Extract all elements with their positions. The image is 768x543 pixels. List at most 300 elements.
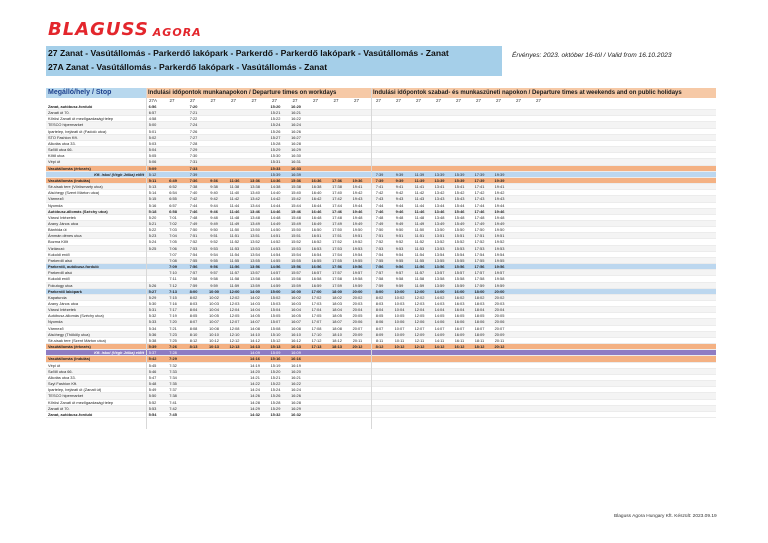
stop-name: Alsóhegy (Szent Márton utca) [48,190,100,196]
weekday-departure: 15:44 [291,202,301,208]
weekday-departure: 15:24 [270,122,281,128]
weekday-departure: 14:51 [270,233,281,239]
weekday-departure: 7:41 [169,399,177,405]
weekday-departure: 12:08 [229,325,240,331]
weekend-departure: 13:58 [434,276,445,282]
weekday-departure: 12:04 [229,307,240,313]
timetable [46,88,716,429]
stop-name: Bánhida út [48,227,67,233]
weekend-departure: 8:00 [375,288,384,294]
weekend-departure: 16:05 [454,313,465,319]
weekday-departure: 16:04 [291,307,301,313]
stop-name: Alsóhegy (Thököly utca) [48,331,90,337]
weekday-departure: 17:55 [332,257,342,263]
weekday-departure: 7:50 [189,227,198,233]
weekend-departure: 10:06 [394,319,405,325]
weekday-departure: 8:10 [189,331,198,337]
weekday-departure: 7:20 [189,104,198,109]
weekday-departure: 9:36 [210,177,218,183]
weekday-departure: 15:38 [291,184,301,190]
weekday-departure: 10:08 [209,325,219,331]
weekday-departure: 11:52 [229,239,240,245]
weekday-departure: 7:24 [189,122,198,128]
stop-name: Ipartelep, bejárati út (Fadoló utca) [48,128,107,134]
weekday-departure: 15:57 [291,270,301,276]
stop-name: Autóbusz-állomás (Széchy utca) [48,208,108,214]
weekday-departure: 14:24 [250,387,260,393]
weekday-departure: 10:13 [209,344,219,350]
weekday-departure: 5:38 [148,337,157,343]
weekday-departure: 5:22 [148,227,157,233]
weekday-departure: 7:02 [169,220,177,226]
weekday-departure: 7:22 [189,116,198,122]
weekend-departure: 11:57 [414,270,425,276]
weekday-departure: 15:08 [270,325,281,331]
weekend-departure: 16:02 [454,294,465,300]
weekday-departure: 16:29 [291,147,301,153]
weekday-departure: 13:44 [250,202,260,208]
weekday-departure: 16:39 [291,171,301,177]
weekend-departure: 15:57 [454,270,465,276]
weekend-departure: 17:51 [474,233,485,239]
stop-name: Fokutogy utca [48,282,73,288]
weekday-departure: 17:53 [332,245,342,251]
weekday-departure: 18:10 [332,331,342,337]
weekday-departure: 15:46 [291,208,301,214]
weekend-departure: 19:58 [494,276,505,282]
weekday-departure: 14:26 [250,393,260,399]
weekday-departure: 8:05 [189,313,198,319]
weekday-departure: 13:49 [250,220,260,226]
weekend-departure: 17:42 [474,190,485,196]
weekday-departure: 5:15 [148,196,157,202]
weekday-departure: 17:58 [332,276,342,282]
weekend-departure: 11:56 [414,264,425,270]
weekday-departure: 13:59 [250,282,260,288]
divider [371,88,372,429]
weekday-departure: 10:07 [209,319,219,325]
weekday-departure: 18:02 [332,294,342,300]
weekday-departure: 16:02 [291,294,301,300]
weekday-departure: 19:51 [352,233,363,239]
weekday-departure: 5:45 [148,362,157,368]
stop-name: STO Fashion Kft. [48,134,78,140]
stop-name: Kőrösi Zanati út mezőgazdasági telep [48,399,114,405]
weekday-departure: 5:46 [148,368,157,374]
weekend-departure: 13:57 [434,270,445,276]
weekday-departure: 7:29 [169,356,177,362]
weekday-departure: 11:59 [229,282,240,288]
weekday-departure: 9:42 [210,196,218,202]
weekday-departure: 14:08 [250,325,260,331]
weekday-departure: 7:12 [169,282,177,288]
weekday-departure: 7:45 [169,411,177,417]
weekend-departure: 13:54 [434,251,445,257]
weekday-departure: 14:56 [270,264,281,270]
weekend-departure: 15:58 [454,276,465,282]
weekday-departure: 16:56 [311,264,322,270]
weekend-departure: 19:42 [494,190,505,196]
weekend-departure: 11:49 [414,220,425,226]
weekday-route-label: 27 [354,98,360,103]
weekend-departure: 19:41 [494,184,505,190]
stop-name: Szőlő utca 66. [48,147,73,153]
weekday-departure: 15:09 [270,350,281,356]
weekend-departure: 17:53 [474,245,485,251]
weekend-departure: 12:07 [414,325,425,331]
weekend-departure: 8:06 [375,319,384,325]
weekday-departure: 10:05 [209,313,219,319]
weekday-departure: 17:08 [311,325,322,331]
weekend-departure: 19:48 [494,214,505,220]
weekday-departure: 6:55 [169,196,177,202]
weekend-departure: 11:58 [414,276,425,282]
weekday-departure: 14:53 [270,245,281,251]
weekday-departure: 5:53 [148,405,157,411]
weekend-departure: 11:44 [414,202,425,208]
divider [146,88,147,429]
weekday-departure: 16:08 [291,325,301,331]
weekday-departure: 16:38 [311,184,322,190]
weekday-departure: 17:48 [332,214,342,220]
weekday-departure: 15:29 [270,147,281,153]
weekday-departure: 13:38 [250,184,260,190]
weekend-departure: 10:05 [394,313,405,319]
weekend-departure: 17:43 [474,196,485,202]
weekday-departure: 9:54 [210,251,218,257]
weekday-departure: 15:27 [270,134,281,140]
weekend-departure: 17:55 [474,257,485,263]
weekday-departure: 14:36 [270,177,281,183]
weekday-departure: 16:24 [291,387,301,393]
weekend-departure: 16:09 [454,331,465,337]
weekday-departure: 6:49 [169,177,177,183]
weekend-departure: 16:12 [454,344,465,350]
weekday-departure: 7:33 [169,368,177,374]
weekday-departure: 7:29 [189,147,198,153]
weekday-departure: 7:44 [189,202,198,208]
weekday-departure: 16:09 [291,350,301,356]
weekday-departure: 16:26 [291,393,301,399]
weekday-departure: 13:57 [250,270,260,276]
weekday-departure: 18:05 [332,313,342,319]
weekday-departure: 5:00 [148,122,157,128]
weekday-departure: 14:12 [250,337,260,343]
weekend-departure: 7:58 [375,276,384,282]
weekday-departure: 5:33 [148,319,157,325]
weekday-departure: 15:12 [270,337,281,343]
weekday-route-label: 27A [149,98,158,103]
weekend-departure: 13:59 [434,282,445,288]
weekday-departure: 16:29 [291,405,301,411]
weekday-departure: 7:31 [189,159,198,165]
weekend-departure: 12:04 [414,307,425,313]
weekday-departure: 18:04 [332,307,342,313]
weekend-departure: 17:39 [474,171,485,177]
weekend-departure: 9:46 [395,208,404,214]
weekend-departure: 7:51 [375,233,384,239]
weekend-departure: 13:44 [434,202,445,208]
weekend-departure: 11:55 [414,257,425,263]
weekday-departure: 20:03 [352,301,363,306]
weekend-departure: 15:42 [454,190,465,196]
weekday-departure: 15:13 [270,344,281,350]
weekend-departure: 19:49 [494,220,505,226]
row-note: Kft. iskol (Végh Jólka) előtt [94,171,144,177]
weekend-route-label: 27 [476,98,482,103]
weekday-departure: 7:15 [169,294,177,300]
weekend-departure: 19:50 [494,227,505,233]
stop-name: Kukoldi erdő [48,251,70,257]
footer-note: Blaguss Agora Hungary Kft. Készült: 2023.09.19 [614,514,717,519]
weekday-departure: 8:00 [189,288,198,294]
weekend-departure: 11:59 [414,282,425,288]
weekend-departure: 8:05 [375,313,384,319]
weekend-departure: 17:50 [474,227,485,233]
weekend-departure: 9:39 [395,177,404,183]
weekday-departure: 5:32 [148,313,157,319]
weekday-departure: 7:21 [189,110,198,116]
weekday-departure: 16:30 [291,153,301,159]
weekday-departure: 5:47 [148,374,157,380]
weekend-departure: 20:04 [494,307,505,313]
weekday-departure: 12:12 [229,337,240,343]
weekday-departure: 5:06 [148,159,157,165]
stop-name: TESCO hipermarket [48,393,84,399]
weekday-departure: 7:52 [189,239,198,245]
weekday-departure: 5:37 [148,350,157,356]
weekday-departure: 17:51 [332,233,342,239]
weekend-route-label: 27 [416,98,422,103]
weekday-departure: 16:59 [311,282,322,288]
stop-name: Parkerdő alsó [48,270,73,276]
weekday-departure: 11:57 [229,270,240,276]
stop-name: Szőlő utca 66. [48,368,73,374]
weekday-departure: 9:50 [210,227,218,233]
weekend-departure: 15:52 [454,239,465,245]
weekday-departure: 19:50 [352,227,363,233]
weekday-departure: 16:50 [311,227,322,233]
weekday-departure: 14:29 [250,405,260,411]
weekday-departure: 15:28 [270,140,281,146]
weekday-departure: 5:20 [148,214,157,220]
weekend-departure: 12:11 [414,337,425,343]
weekday-departure: 17:00 [311,288,322,294]
weekday-departure: 6:57 [148,110,157,116]
weekday-departure: 11:58 [229,276,240,282]
weekend-departure: 11:50 [414,227,425,233]
weekday-departure: 15:03 [270,301,281,306]
weekend-departure: 13:48 [434,214,445,220]
weekday-departure: 17:57 [332,270,342,276]
weekend-departure: 15:39 [454,171,465,177]
stop-name: Zanat, autóbusz-forduló [48,411,93,417]
weekend-departure: 9:58 [395,276,404,282]
weekend-departure: 12:12 [414,344,425,350]
weekday-departure: 16:26 [291,128,301,134]
weekend-departure: 20:03 [494,301,505,306]
weekend-departure: 10:02 [394,294,405,300]
weekday-departure: 16:42 [311,196,322,202]
weekend-departure: 9:56 [395,264,404,270]
stop-name: Víztározó [48,245,65,251]
weekend-departure: 9:52 [395,239,404,245]
weekend-departure: 13:49 [434,220,445,226]
weekend-departure: 19:39 [494,171,505,177]
weekday-departure: 5:26 [148,282,157,288]
weekday-departure: 16:27 [291,134,301,140]
weekend-departure: 18:11 [474,337,485,343]
weekday-departure: 20:11 [352,337,363,343]
weekday-departure: 18:12 [332,337,342,343]
weekend-departure: 8:12 [375,344,384,350]
weekday-departure: 14:04 [250,307,260,313]
stop-name: Alkotás utca 33. [48,140,76,146]
weekday-departure: 15:28 [270,399,281,405]
weekday-departure: 17:46 [332,208,342,214]
weekend-departure: 19:44 [494,202,505,208]
weekend-departure: 9:50 [395,227,404,233]
weekend-departure: 13:43 [434,196,445,202]
weekday-header: Indulási időpontok munkanapokon / Departure times on workdays [146,88,371,98]
weekday-departure: 8:04 [189,307,198,313]
weekday-departure: 7:42 [169,405,177,411]
weekend-departure: 8:07 [375,325,384,331]
weekend-departure: 7:41 [375,184,384,190]
weekday-departure: 20:07 [352,325,363,331]
weekday-departure: 16:52 [311,239,322,245]
weekday-departure: 12:05 [229,313,240,319]
weekday-departure: 19:49 [352,220,363,226]
weekday-departure: 7:08 [169,257,177,263]
weekday-departure: 19:54 [352,251,363,257]
weekend-departure: 13:39 [434,171,445,177]
weekend-departure: 18:00 [474,288,485,294]
weekday-departure: 18:03 [332,301,342,306]
weekend-departure: 13:51 [434,233,445,239]
weekend-departure: 14:09 [434,331,445,337]
weekday-departure: 11:46 [229,208,240,214]
weekday-departure: 14:44 [270,202,281,208]
weekday-departure: 14:59 [270,282,281,288]
weekend-departure: 11:46 [414,208,425,214]
validity-note: Érvényes: 2023. október 16-tól / Valid from 16.10.2023 [512,52,672,59]
weekday-departure: 14:57 [270,270,281,276]
stop-name: Vármező [48,325,64,331]
weekday-departure: 19:41 [352,184,363,190]
weekend-departure: 13:56 [434,264,445,270]
weekday-departure: 17:03 [311,301,322,306]
stop-name: Kőrösi Zanati út mezőgazdasági telep [48,116,114,122]
stop-name: Kukoldi erdő [48,276,70,282]
weekday-departure: 15:19 [270,362,281,368]
weekday-route-label: 27 [272,98,278,103]
weekday-departure: 15:39 [270,171,281,177]
weekday-departure: 9:49 [210,220,218,226]
weekday-departure: 15:24 [270,387,281,393]
weekend-departure: 9:39 [395,171,404,177]
stop-name: Alkotás utca 33. [48,374,76,380]
weekday-departure: 14:46 [270,208,281,214]
weekday-departure: 5:16 [148,202,157,208]
weekend-departure: 7:48 [375,214,384,220]
weekend-departure: 7:57 [375,270,384,276]
weekday-departure: 15:52 [291,239,301,245]
weekday-departure: 15:49 [291,220,301,226]
weekend-departure: 13:55 [434,257,445,263]
weekday-departure: 17:52 [332,239,342,245]
weekday-departure: 14:49 [270,220,281,226]
weekday-departure: 9:38 [210,184,218,190]
weekday-departure: 5:04 [148,147,157,153]
stop-name: Arany János utca [48,301,79,306]
weekday-departure: 20:06 [352,319,363,325]
weekend-departure: 7:43 [375,196,384,202]
weekday-departure: 15:33 [270,165,281,171]
weekend-departure: 14:04 [434,307,445,313]
weekday-departure: 9:48 [210,214,218,220]
weekend-departure: 12:02 [414,294,425,300]
weekend-departure: 19:59 [494,282,505,288]
weekday-departure: 5:21 [148,220,157,226]
weekday-departure: 11:40 [229,190,240,196]
weekday-departure: 14:22 [250,381,260,387]
weekend-departure: 7:52 [375,239,384,245]
weekday-departure: 5:05 [148,153,157,159]
weekday-departure: 7:36 [189,177,198,183]
weekday-departure: 5:25 [148,245,157,251]
weekday-departure: 13:42 [250,196,260,202]
weekend-departure: 11:53 [414,245,425,251]
weekend-departure: 9:48 [395,214,404,220]
weekday-departure: 7:05 [169,239,177,245]
weekday-departure: 7:57 [189,270,198,276]
weekday-departure: 13:50 [250,227,260,233]
stop-name: Zanat, autóbusz-forduló [48,104,93,109]
weekday-departure: 15:30 [270,153,281,159]
weekday-departure: 15:36 [291,177,301,183]
weekday-departure: 5:11 [148,177,157,183]
stop-name: Parkerdő alsó [48,257,73,263]
stop-name: Bozma Kőlt [48,239,68,245]
weekend-departure: 10:04 [394,307,405,313]
weekend-departure: 19:56 [494,264,505,270]
weekday-departure: 13:36 [250,177,260,183]
stop-name: Parkerdő, autóbusz-forduló [48,264,99,270]
weekend-departure: 7:53 [375,245,384,251]
weekday-departure: 7:49 [189,220,198,226]
weekend-departure: 14:05 [434,313,445,319]
weekday-departure: 15:59 [291,282,301,288]
weekday-departure: 10:02 [209,294,219,300]
weekday-departure: 15:20 [270,104,281,109]
weekday-departure: 5:27 [148,288,157,294]
weekend-departure: 8:02 [375,294,384,300]
weekday-departure: 15:21 [270,110,281,116]
weekday-departure: 7:37 [169,387,177,393]
weekday-route-label: 27 [169,98,175,103]
weekday-departure: 17:36 [332,177,342,183]
weekday-departure: 19:56 [352,264,363,270]
weekday-departure: 16:00 [291,288,301,294]
stop-name: Arany János utca [48,220,79,226]
weekend-departure: 15:46 [454,208,465,214]
weekday-departure: 14:50 [270,227,281,233]
weekend-departure: 10:00 [394,288,405,294]
weekday-departure: 16:33 [291,165,301,171]
weekday-departure: 9:55 [210,257,218,263]
weekend-departure: 17:59 [474,282,485,288]
